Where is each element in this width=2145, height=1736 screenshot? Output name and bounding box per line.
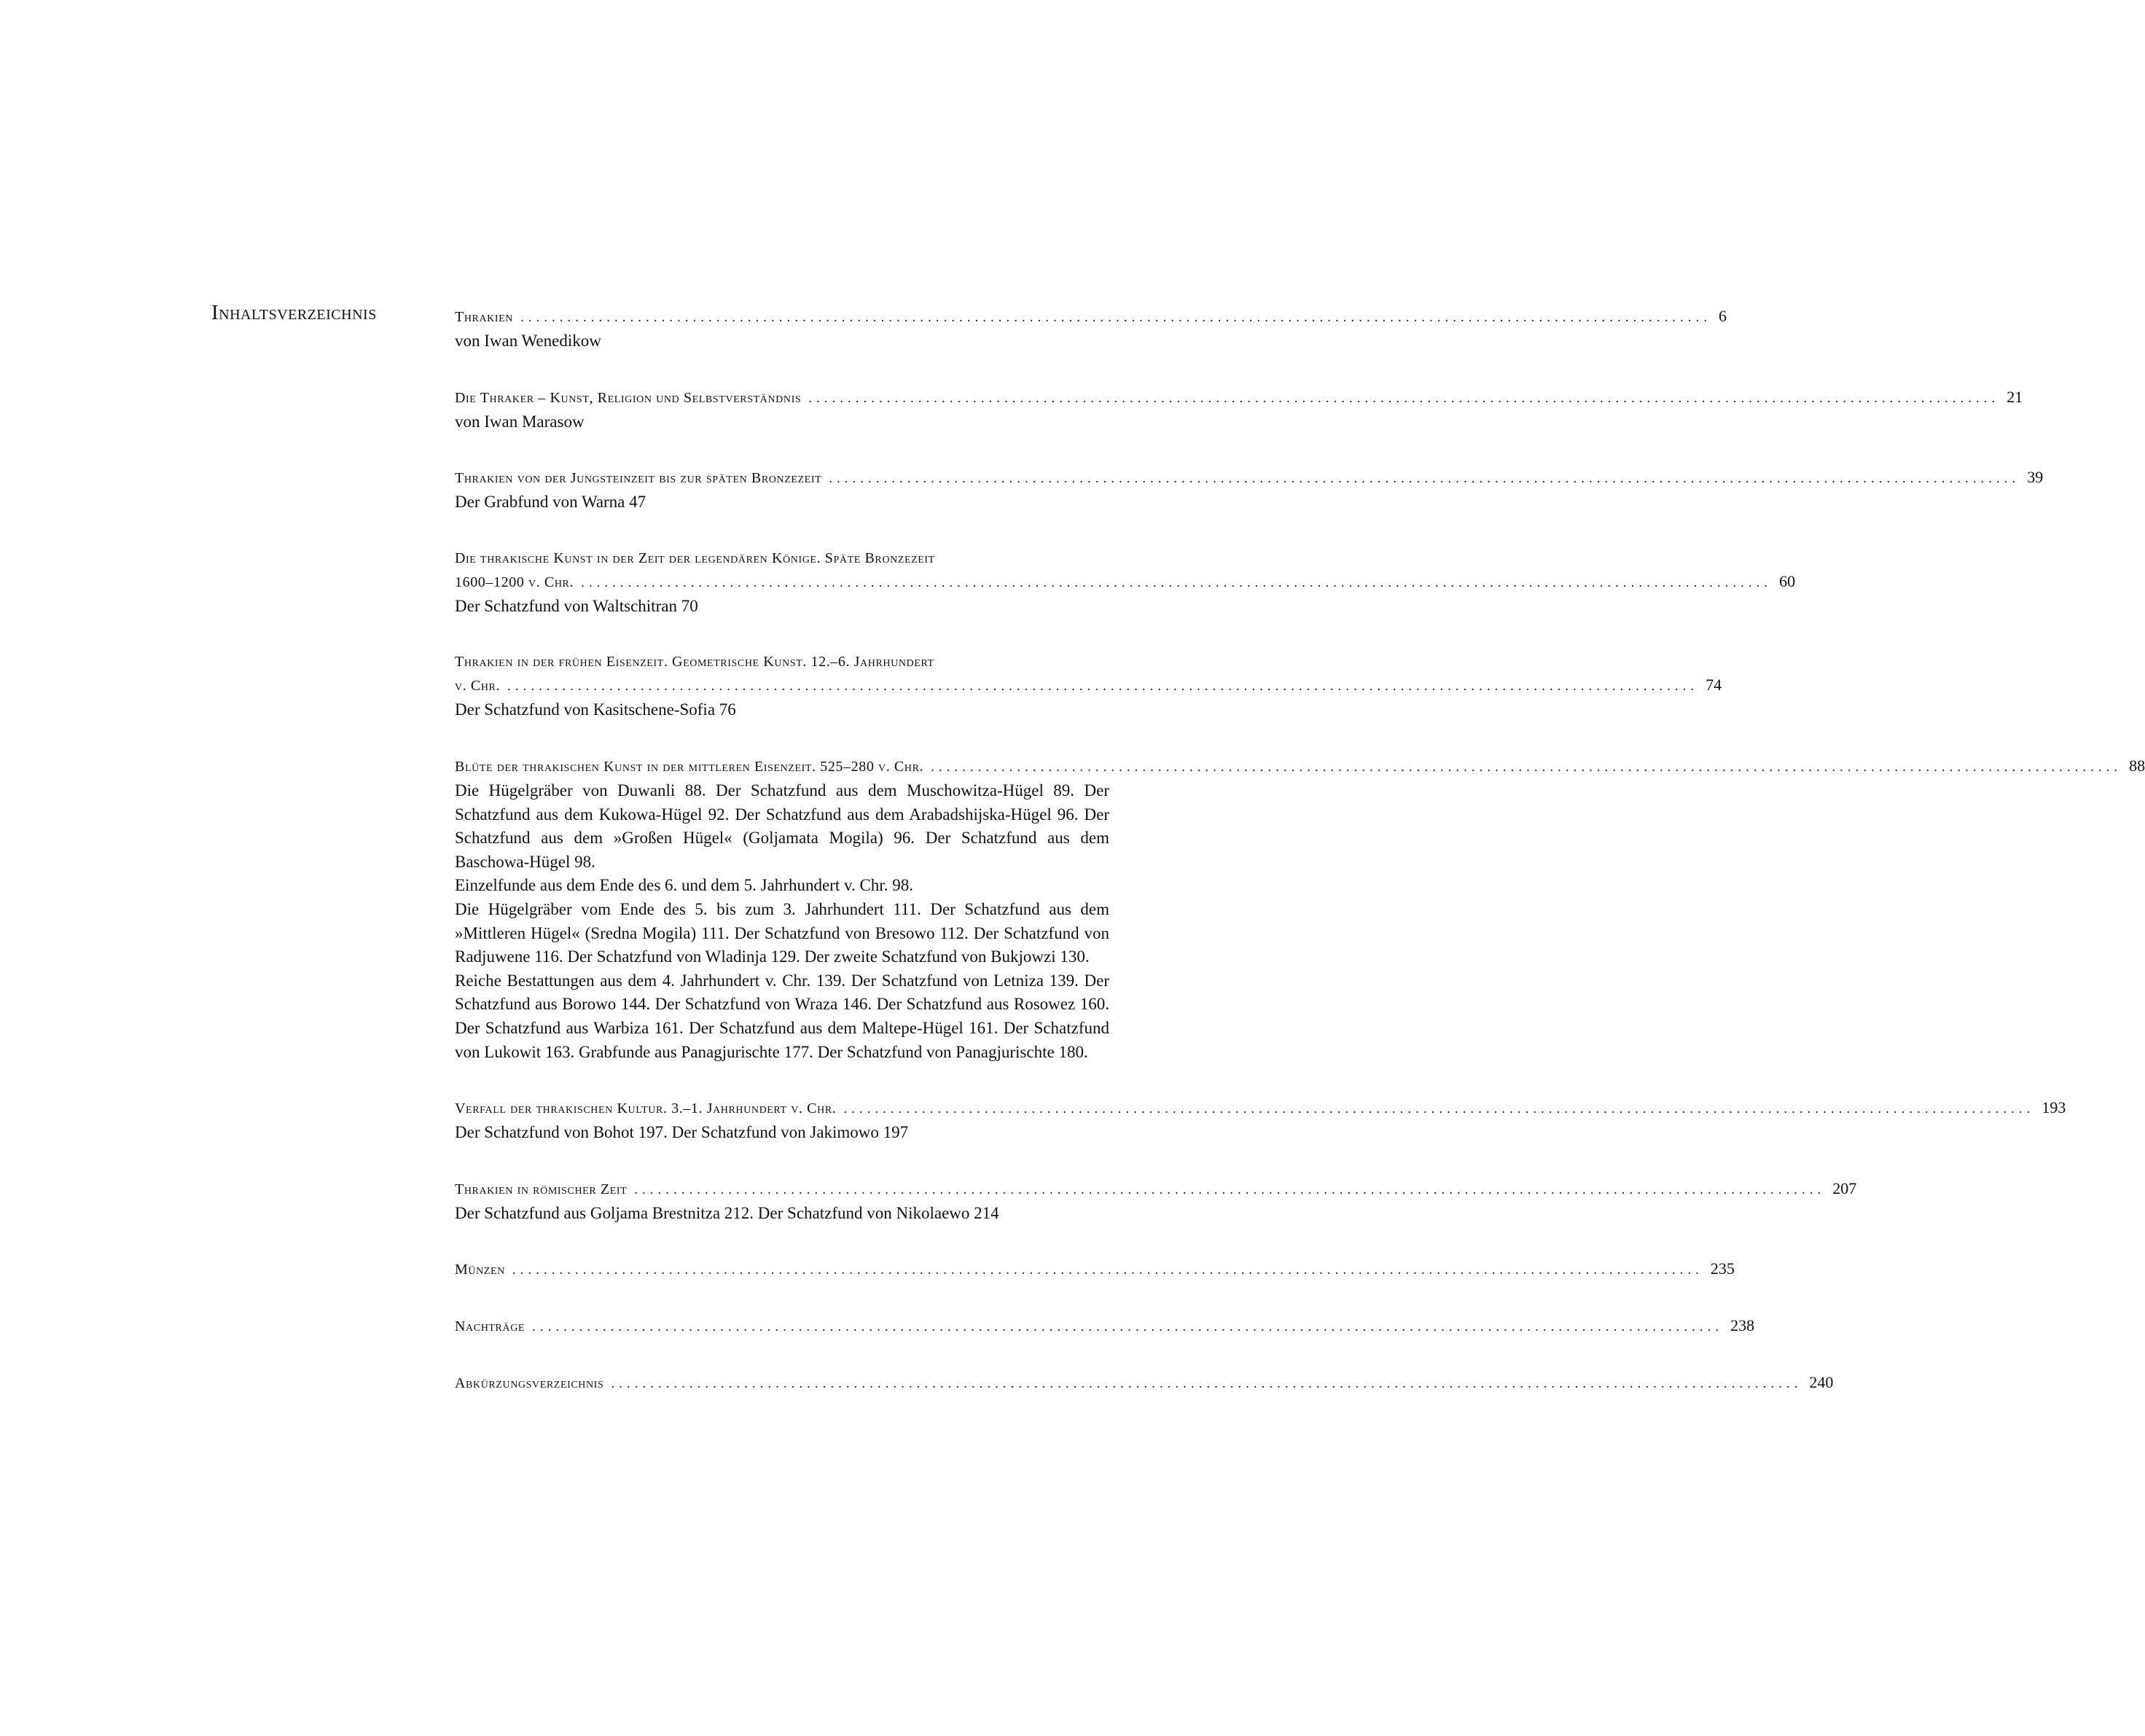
page-number: 235	[1710, 1259, 1735, 1278]
toc-entry-heading[interactable]	[455, 570, 1796, 595]
entry-title-line[interactable]: Die thrakische Kunst in der Zeit der legendären Könige. Späte Bronzezeit	[455, 550, 935, 566]
toc-entry-heading[interactable]	[455, 673, 1722, 698]
toc-entry-heading[interactable]	[455, 1096, 2066, 1121]
entry-title: 1600–1200 v. Chr.	[455, 574, 574, 590]
entry-title: Nachträge	[455, 1318, 525, 1335]
dot-leader: ........................................................................................................................................................	[581, 574, 1773, 590]
entry-subitems: Der Grabfund von Warna 47	[455, 493, 646, 512]
toc-entry-heading[interactable]	[455, 754, 2145, 779]
toc-entry-heading[interactable]	[455, 1371, 1834, 1396]
entry-title: Die Thraker – Kunst, Religion und Selbstverständnis	[455, 389, 802, 406]
page-number: 207	[1832, 1178, 1857, 1197]
toc-entry	[455, 1177, 1857, 1226]
dot-leader: ........................................................................................................................................................	[507, 679, 1699, 695]
toc-entry	[455, 305, 1727, 353]
toc-entry-heading[interactable]	[455, 305, 1727, 329]
toc-entry	[455, 547, 1796, 619]
toc-entry-heading[interactable]	[455, 386, 2023, 410]
page-number: 21	[2007, 387, 2023, 406]
entry-author: von Iwan Marasow	[455, 412, 585, 431]
page-number: 240	[1809, 1373, 1834, 1392]
toc-entry	[455, 386, 2023, 434]
page-number: 193	[2042, 1098, 2066, 1117]
toc-entry	[455, 1096, 2066, 1145]
page-number: 39	[2027, 468, 2044, 487]
entry-title-line[interactable]: Thrakien in der frühen Eisenzeit. Geometrische Kunst. 12.–6. Jahrhundert	[455, 654, 934, 670]
dot-leader: ........................................................................................................................................................	[611, 1376, 1802, 1392]
entry-paragraph: Die Hügelgräber vom Ende des 5. bis zum 3. Jahrhundert 111. Der Schatzfund aus dem »Mittleren Hügel« (Sredna Mogila) 111. Der Schatzfund von Bresowo 112. Der Schatzfund von Radjuwene 116. Der Schatzfund von Wladinja 129. Der zweite Schatzfund von Bukjowzi 130.	[455, 899, 1109, 966]
toc-entry-heading[interactable]	[455, 1257, 1735, 1282]
entry-title: Verfall der thrakischen Kultur. 3.–1. Jahrhundert v. Chr.	[455, 1100, 837, 1117]
entry-paragraph: Reiche Bestattungen aus dem 4. Jahrhundert v. Chr. 139. Der Schatzfund von Letniza 139. Der Schatzfund aus Borowo 144. Der Schatzfund von Wraza 146. Der Schatzfund aus Rosowez 160. Der Schatzfund aus Warbiza 161. Der Schatzfund aus dem Maltepe-Hügel 161. Der Schatzfund von Lukowit 163. Grabfunde aus Panagjurischte 177. Der Schatzfund von Panagjurischte 180.	[455, 971, 1109, 1061]
toc-entry	[455, 1257, 1735, 1282]
toc-entry	[455, 1371, 1834, 1396]
toc-entry-heading[interactable]	[455, 1314, 1755, 1339]
page-number: 238	[1730, 1316, 1755, 1335]
toc-entry	[455, 754, 2145, 1064]
table-of-contents	[455, 305, 2145, 1428]
page-number: 88	[2129, 756, 2145, 775]
dot-leader: ........................................................................................................................................................	[808, 390, 2000, 406]
toc-entry-heading[interactable]	[455, 466, 2044, 490]
toc-entry	[455, 1314, 1755, 1339]
dot-leader: ........................................................................................................................................................	[634, 1181, 1826, 1197]
entry-subitems: Der Schatzfund aus Goljama Brestnitza 212. Der Schatzfund von Nikolaewo 214	[455, 1203, 999, 1222]
page-number: 74	[1706, 676, 1722, 695]
entry-title: v. Chr.	[455, 678, 501, 695]
dot-leader: ........................................................................................................................................................	[520, 310, 1712, 325]
entry-subitems: Der Schatzfund von Bohot 197. Der Schatzfund von Jakimowo 197	[455, 1123, 909, 1142]
entry-paragraph: Einzelfunde aus dem Ende des 6. und dem 5. Jahrhundert v. Chr. 98.	[455, 876, 913, 895]
toc-entry-heading[interactable]	[455, 1177, 1857, 1202]
entry-subitems: Der Schatzfund von Waltschitran 70	[455, 596, 698, 615]
dot-leader: ........................................................................................................................................................	[532, 1319, 1724, 1335]
entry-paragraph: Die Hügelgräber von Duwanli 88. Der Schatzfund aus dem Muschowitza-Hügel 89. Der Schatzfund aus dem Kukowa-Hügel 92. Der Schatzfund aus dem Arabadshijska-Hügel 96. Der Schatzfund aus dem »Großen Hügel« (Goljamata Mogila) 96. Der Schatzfund aus dem Baschowa-Hügel 98.	[455, 781, 1109, 871]
entry-subitems: Der Schatzfund von Kasitschene-Sofia 76	[455, 700, 736, 719]
toc-entry	[455, 650, 1722, 722]
dot-leader: ........................................................................................................................................................	[829, 471, 2020, 487]
entry-title: Thrakien von der Jungsteinzeit bis zur späten Bronzezeit	[455, 470, 822, 487]
toc-title: Inhaltsverzeichnis	[211, 301, 377, 324]
entry-title: Münzen	[455, 1262, 505, 1278]
entry-title: Thrakien	[455, 309, 514, 325]
page-number: 60	[1779, 571, 1796, 590]
dot-leader: ........................................................................................................................................................	[843, 1101, 2035, 1117]
dot-leader: ........................................................................................................................................................	[512, 1262, 1703, 1278]
toc-entry	[455, 466, 2044, 515]
entry-title: Thrakien in römischer Zeit	[455, 1181, 628, 1197]
page-number: 6	[1719, 307, 1727, 325]
entry-author: von Iwan Wenedikow	[455, 332, 601, 350]
dot-leader: ........................................................................................................................................................	[931, 759, 2122, 775]
entry-title: Abkürzungsverzeichnis	[455, 1375, 604, 1392]
entry-title: Blüte der thrakischen Kunst in der mittleren Eisenzeit. 525–280 v. Chr.	[455, 758, 924, 775]
